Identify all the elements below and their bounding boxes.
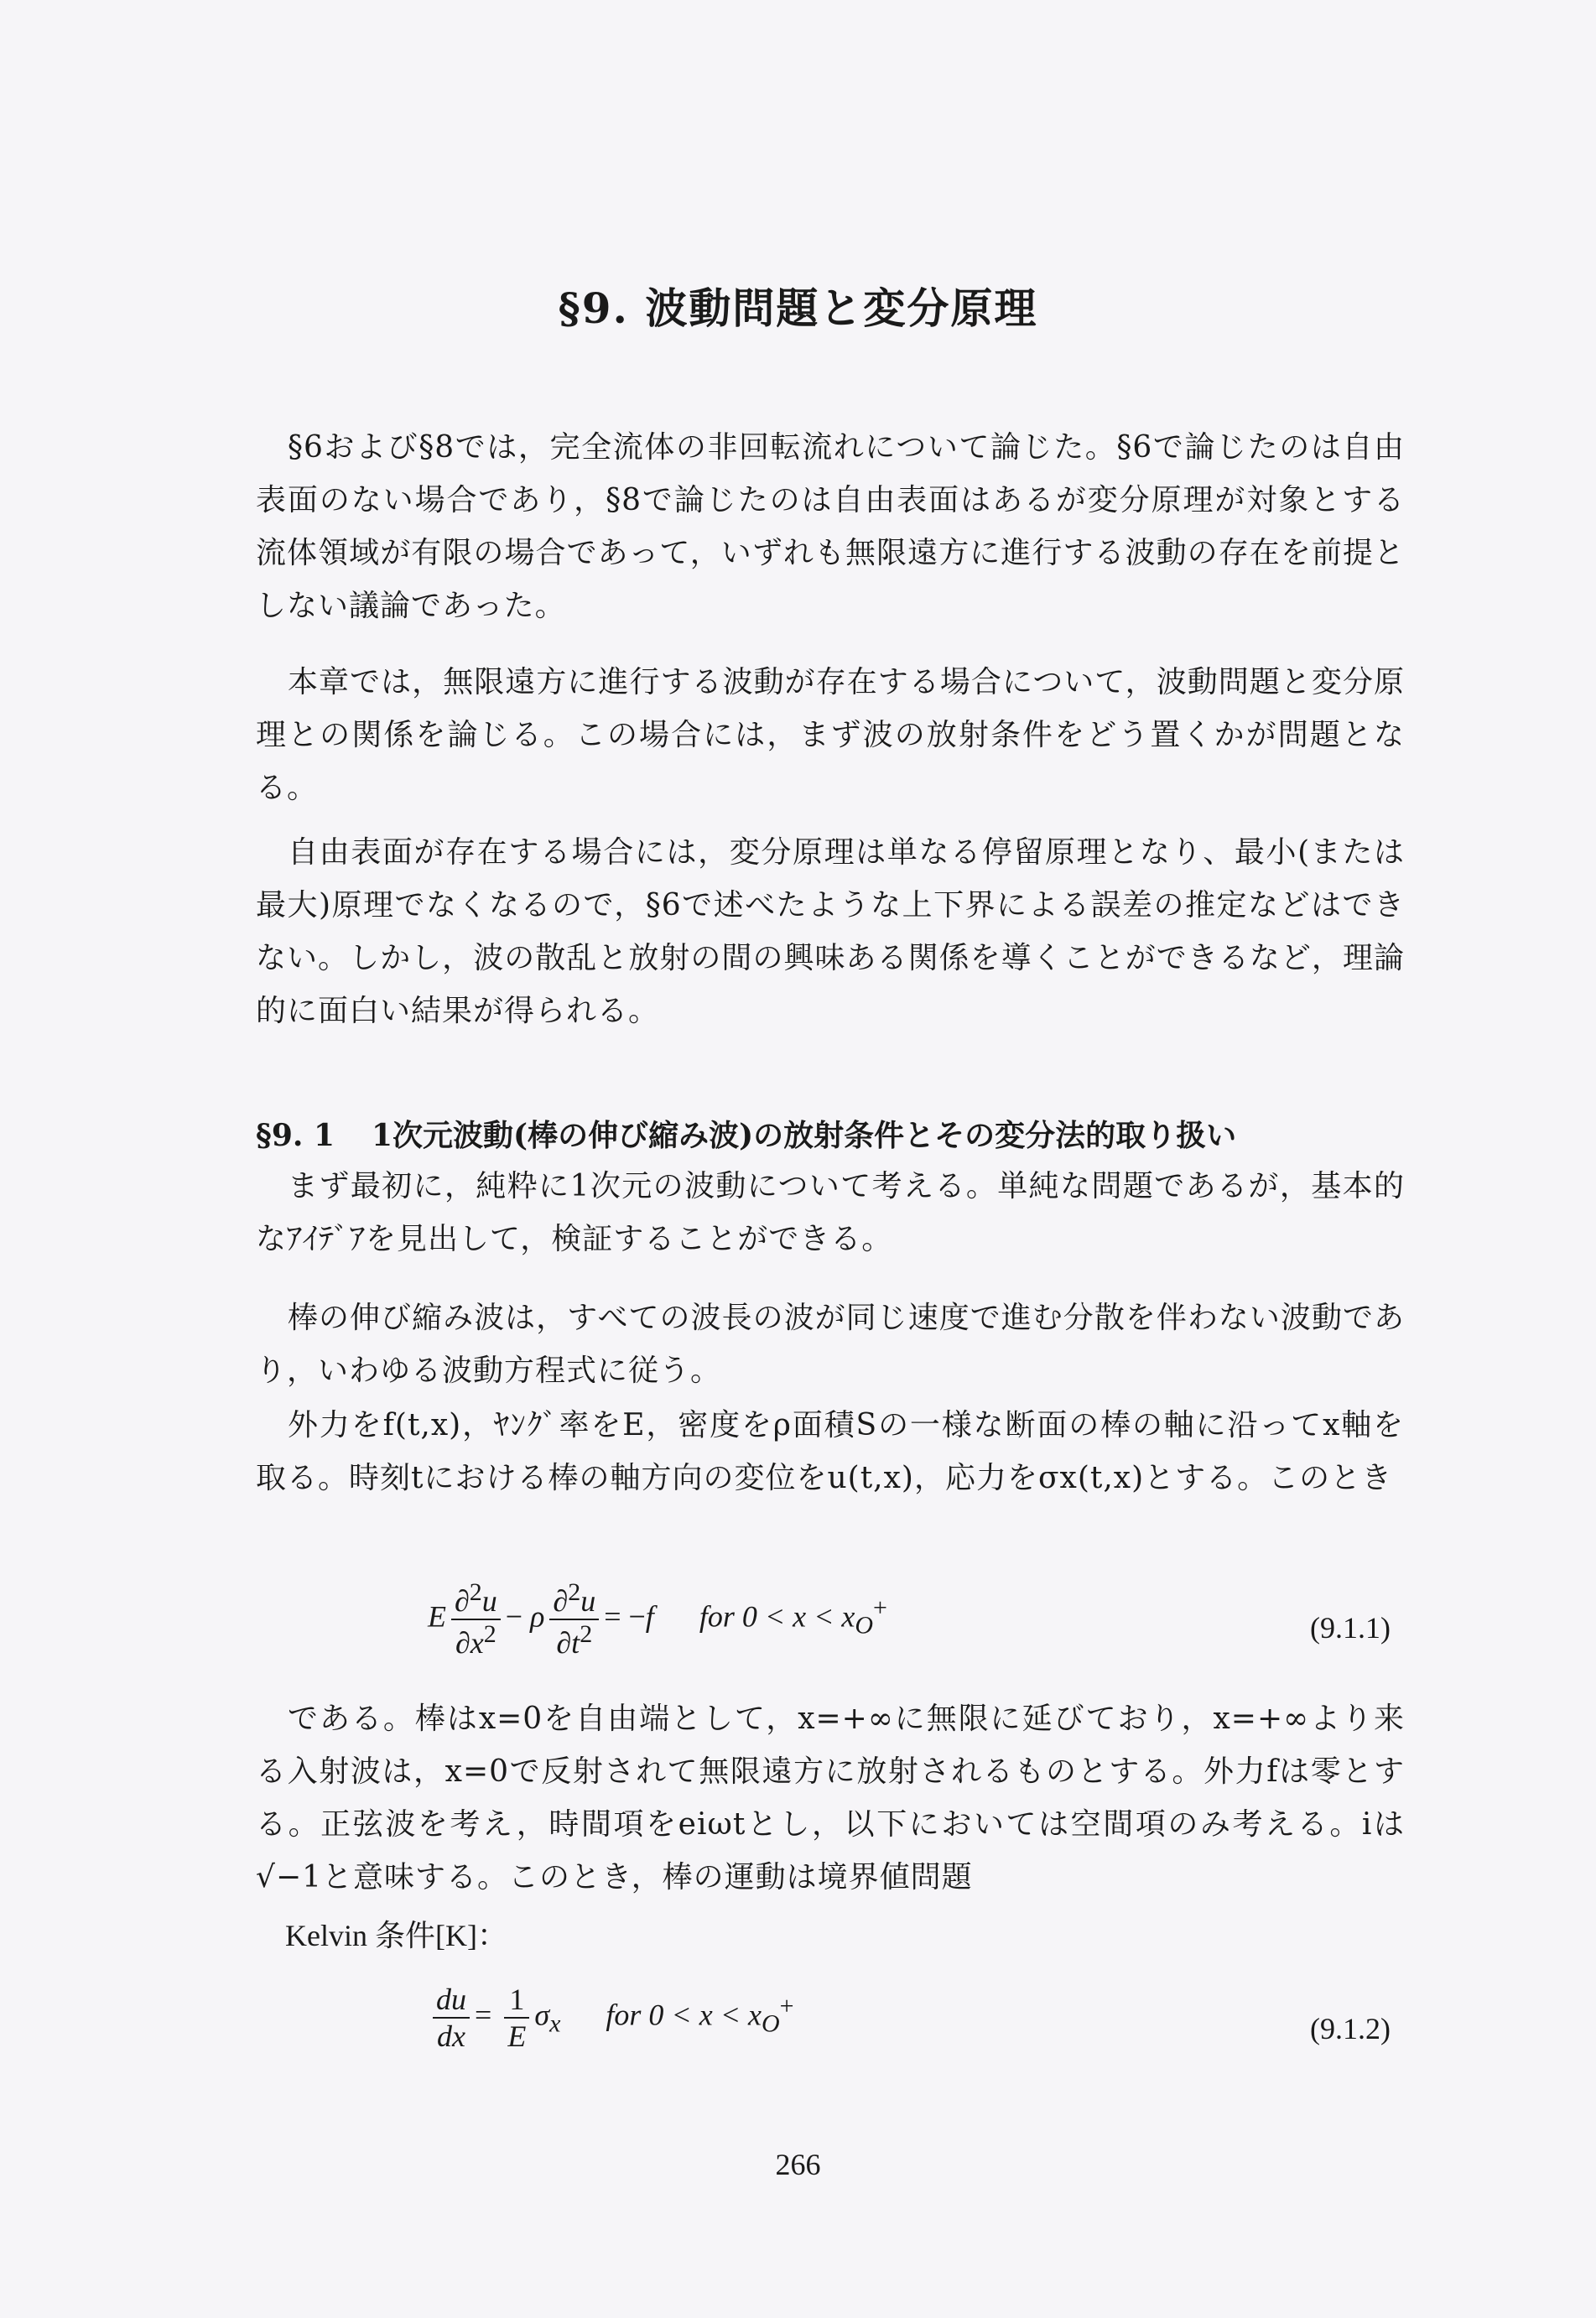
subsection-title: 1次元波動(棒の伸び縮み波)の放射条件とその変分法的取り扱い xyxy=(372,1118,1237,1153)
body-paragraph-4: である。棒はx=0を自由端として，x=+∞に無限に延びており，x=+∞より来る入射波は，x=0で反射されて無限遠方に放射されるものとする。外力fは零とする。正弦波を考え，時間項をeiωtとし，以下においては空間項のみ考える。iは√−1と意味する。このとき，棒の運動は境界値問題 xyxy=(256,1702,1405,1894)
intro-paragraph-1: §6および§8では，完全流体の非回転流れについて論じた。§6で論じたのは自由表面のない場合であり，§8で論じたのは自由表面はあるが変分原理が対象とする流体領域が有限の場合であって，いずれも無限遠方に進行する波動の存在を前提としない議論であった。 xyxy=(256,430,1405,623)
subsection-heading xyxy=(256,1112,1430,1155)
intro-paragraph-2: 本章では，無限遠方に進行する波動が存在する場合について，波動問題と変分原理との関係を論じる。この場合には，まず波の放射条件をどう置くかが問題となる。 xyxy=(256,665,1405,805)
equation-number: (9.1.2) xyxy=(1310,2012,1391,2045)
body-paragraph-1: まず最初に，純粋に1次元の波動について考える。単純な問題であるが，基本的なｱｲﾃﾞｱを見出して，検証することができる。 xyxy=(256,1169,1405,1256)
equation-condition: for 0 < x < x xyxy=(699,1599,855,1634)
equation-number: (9.1.1) xyxy=(1310,1611,1391,1645)
body-paragraph-3: 外力をf(t,x)，ﾔﾝｸﾞ率をE，密度をρ面積Sの一様な断面の棒の軸に沿ってx軸を取る。時刻tにおける棒の軸方向の変位をu(t,x)，応力をσx(t,x)とする。このとき xyxy=(256,1408,1405,1495)
equation-9-1-2: $\frac{du}{dx}$ = $\frac{1}{E}$ $\sigma_x$ for $0 < x < x_O^+$ xyxy=(428,1982,794,2054)
body-paragraph-2: 棒の伸び縮み波は，すべての波長の波が同じ速度で進む分散を伴わない波動であり，いわゆる波動方程式に従う。 xyxy=(256,1301,1405,1388)
kelvin-condition-label: Kelvin 条件[K]： xyxy=(285,1919,507,1952)
equation-condition: for 0 < x < x xyxy=(606,1998,762,2032)
subsection-number: §9. 1 xyxy=(256,1118,335,1153)
page-number: 266 xyxy=(775,2148,821,2181)
equation-9-1-1: E $\frac{\partial^2u}{\partial x^2}$ − ρ $\frac{\partial^2u}{\partial t^2}$ = −f for $0 < x < x_O^+$ xyxy=(428,1578,887,1660)
section-title: §9. 波動問題と変分原理 xyxy=(558,283,1038,333)
intro-paragraph-3: 自由表面が存在する場合には，変分原理は単なる停留原理となり、最小(または最大)原理でなくなるので，§6で述べたような上下界による誤差の推定などはできない。しかし，波の散乱と放射の間の興味ある関係を導くことができるなど，理論的に面白い結果が得られる。 xyxy=(256,835,1405,1028)
